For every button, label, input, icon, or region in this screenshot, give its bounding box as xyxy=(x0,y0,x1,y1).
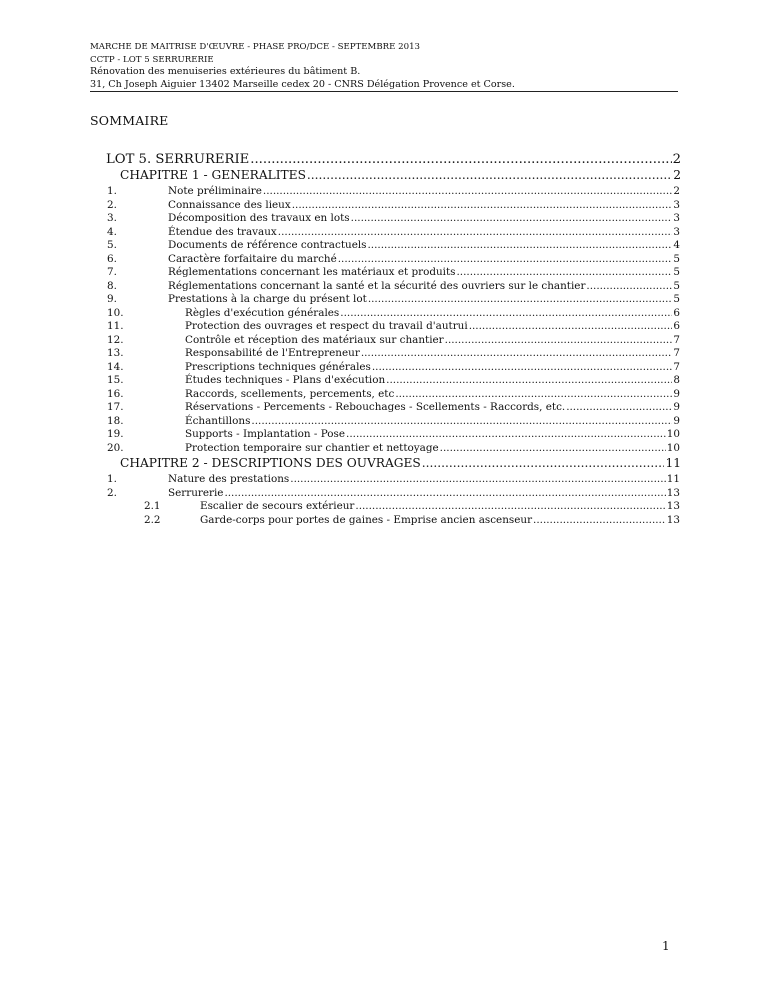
toc-item-number: 4. xyxy=(107,225,117,238)
document-header xyxy=(90,41,678,91)
toc-item-title: Serrurerie xyxy=(168,486,224,499)
toc-item-title: Nature des prestations xyxy=(168,473,290,485)
toc-item-title: Connaissance des lieux xyxy=(168,198,291,211)
toc-item[interactable] xyxy=(107,441,680,454)
toc-item-number: 15. xyxy=(107,374,124,386)
toc-leader xyxy=(351,212,673,224)
header-rule xyxy=(90,91,678,92)
toc-item-number: 20. xyxy=(107,441,124,454)
toc-item-title: Supports - Implantation - Pose xyxy=(185,428,346,440)
toc-item[interactable] xyxy=(107,401,680,413)
toc-item-page: 13 xyxy=(666,500,680,512)
toc-item-title: Études techniques - Plans d'exécution xyxy=(185,374,386,386)
toc-item[interactable] xyxy=(107,473,680,485)
toc-item-number: 17. xyxy=(107,401,124,413)
toc-item-page: 10 xyxy=(666,428,680,440)
toc-item-title: Règles d'exécution générales xyxy=(185,306,340,319)
toc-item-page: 13 xyxy=(666,486,680,499)
toc-item[interactable] xyxy=(107,414,680,427)
toc-item-number: 13. xyxy=(107,347,124,359)
toc-leader xyxy=(278,226,673,238)
toc-entry-chapitre-1[interactable] xyxy=(120,168,681,182)
toc-item-number: 1. xyxy=(107,185,117,197)
toc-item-title: Réservations - Percements - Rebouchages - Scellements - Raccords, etc. xyxy=(185,401,566,413)
toc-item-title: Réglementations concernant les matériaux et produits xyxy=(168,266,456,278)
toc-item[interactable] xyxy=(107,486,680,499)
toc-item-number: 3. xyxy=(107,212,117,224)
header-line-3: Rénovation des menuiseries extérieures du bâtiment B. xyxy=(90,66,361,78)
toc-item[interactable] xyxy=(107,198,680,211)
toc-leader xyxy=(386,374,672,386)
toc-item-title: Prescriptions techniques générales xyxy=(185,360,371,373)
toc-item-title: Raccords, scellements, percements, etc xyxy=(185,387,395,400)
toc-item[interactable] xyxy=(107,333,680,346)
header-line-4: 31, Ch Joseph Aiguier 13402 Marseille cedex 20 - CNRS Délégation Provence et Corse. xyxy=(90,78,515,90)
toc-item-title: Étendue des travaux xyxy=(168,225,277,238)
toc-item-number: 6. xyxy=(107,252,117,265)
toc-leader xyxy=(346,428,666,440)
toc-item-title: Note préliminaire xyxy=(168,185,262,197)
toc-leader xyxy=(368,293,673,305)
toc-entry-page: 11 xyxy=(665,456,681,470)
toc-entry-title: CHAPITRE 1 - GENERALITES xyxy=(120,168,306,182)
toc-item-number: 19. xyxy=(107,428,124,440)
toc-item-number: 5. xyxy=(107,239,117,251)
toc-item-page: 7 xyxy=(673,360,680,373)
toc-item-page: 6 xyxy=(673,320,680,332)
toc-item-title: Prestations à la charge du présent lot xyxy=(168,293,367,305)
toc-item-number: 2. xyxy=(107,198,117,211)
toc-item[interactable] xyxy=(107,212,680,224)
toc-item-page: 10 xyxy=(666,441,680,454)
toc-item[interactable] xyxy=(107,279,680,292)
toc-item-number: 8. xyxy=(107,279,117,292)
toc-entry-chapitre-2[interactable] xyxy=(120,456,681,470)
toc-item-title: Protection temporaire sur chantier et nettoyage xyxy=(185,441,439,454)
toc-item-page: 5 xyxy=(673,252,680,265)
toc-leader xyxy=(361,347,673,359)
toc-item-title: Décomposition des travaux en lots xyxy=(168,212,350,224)
header-line-2: CCTP - LOT 5 SERRURERIE xyxy=(90,54,214,65)
toc-subitem[interactable] xyxy=(144,500,680,512)
toc-leader xyxy=(440,442,666,454)
toc-item-number: 1. xyxy=(107,473,117,485)
toc-leader xyxy=(533,514,666,526)
toc-item-number: 7. xyxy=(107,266,117,278)
toc-leader xyxy=(340,307,672,319)
toc-item-title: Documents de référence contractuels xyxy=(168,239,367,251)
toc-entry-title: CHAPITRE 2 - DESCRIPTIONS DES OUVRAGES xyxy=(120,456,421,470)
toc-item-number: 2. xyxy=(107,486,117,499)
toc-leader xyxy=(469,320,673,332)
toc-leader xyxy=(457,266,673,278)
toc-leader xyxy=(372,361,673,373)
toc-item-title: Réglementations concernant la santé et la sécurité des ouvriers sur le chantier xyxy=(168,279,586,292)
toc-leader xyxy=(251,415,672,427)
toc-leader xyxy=(445,334,673,346)
toc-leader xyxy=(292,199,673,211)
toc-item-title: Garde-corps pour portes de gaines - Emprise ancien ascenseur xyxy=(200,513,533,526)
toc-item-title: Protection des ouvrages et respect du travail d'autrui xyxy=(185,320,468,332)
toc-item-page: 9 xyxy=(673,401,680,413)
toc-item[interactable] xyxy=(107,225,680,238)
toc-entry-page: 2 xyxy=(673,168,681,182)
toc-item-page: 5 xyxy=(673,293,680,305)
toc-item[interactable] xyxy=(107,185,680,197)
toc-item-number: 2.1 xyxy=(144,500,161,512)
toc-leader xyxy=(338,253,673,265)
toc-item[interactable] xyxy=(107,360,680,373)
toc-item[interactable] xyxy=(107,266,680,278)
toc-leader xyxy=(290,473,666,485)
toc-item-page: 3 xyxy=(673,198,680,211)
toc-subitem[interactable] xyxy=(144,513,680,526)
toc-leader xyxy=(263,185,672,197)
toc-item-number: 9. xyxy=(107,293,117,305)
toc-item-page: 4 xyxy=(673,239,680,251)
toc-item[interactable] xyxy=(107,347,680,359)
toc-item[interactable] xyxy=(107,374,680,386)
toc-item-number: 18. xyxy=(107,414,124,427)
toc-item-number: 16. xyxy=(107,387,124,400)
toc-item[interactable] xyxy=(107,293,680,305)
toc-leader xyxy=(307,168,672,182)
toc-item-page: 8 xyxy=(673,374,680,386)
toc-item-page: 2 xyxy=(673,185,680,197)
toc-leader xyxy=(250,152,671,167)
toc-leader xyxy=(224,487,665,499)
toc-entry-title: LOT 5. SERRURERIE xyxy=(106,152,250,167)
toc-item-number: 11. xyxy=(107,320,124,332)
sommaire-heading: SOMMAIRE xyxy=(90,113,169,128)
toc-leader xyxy=(368,239,673,251)
toc-item-title: Échantillons xyxy=(185,414,251,427)
page-number: 1 xyxy=(662,939,670,953)
toc-leader xyxy=(566,401,672,413)
toc-entry-lot[interactable] xyxy=(106,152,681,167)
toc-item-number: 14. xyxy=(107,360,124,373)
toc-item-page: 9 xyxy=(673,387,680,400)
toc-item-page: 5 xyxy=(673,266,680,278)
toc-item-page: 13 xyxy=(666,513,680,526)
toc-item[interactable] xyxy=(107,239,680,251)
toc-leader xyxy=(395,388,672,400)
toc-item-title: Caractère forfaitaire du marché xyxy=(168,252,337,265)
toc-item-page: 3 xyxy=(673,212,680,224)
toc-item-page: 9 xyxy=(673,414,680,427)
toc-leader xyxy=(355,500,665,512)
header-line-1: MARCHE DE MAITRISE D'ŒUVRE - PHASE PRO/DCE - SEPTEMBRE 2013 xyxy=(90,42,421,52)
toc-item-number: 2.2 xyxy=(144,513,161,526)
toc-item[interactable] xyxy=(107,387,680,400)
toc-entry-page: 2 xyxy=(672,152,681,167)
toc-item-title: Contrôle et réception des matériaux sur chantier xyxy=(185,333,444,346)
toc-item[interactable] xyxy=(107,252,680,265)
toc-item[interactable] xyxy=(107,306,680,319)
toc-item-page: 7 xyxy=(673,333,680,346)
toc-item-page: 11 xyxy=(666,473,680,485)
toc-item-page: 6 xyxy=(673,306,680,319)
toc-item[interactable] xyxy=(107,428,680,440)
toc-leader xyxy=(422,456,665,470)
toc-item-page: 5 xyxy=(673,279,680,292)
toc-item[interactable] xyxy=(107,320,680,332)
toc-item-number: 10. xyxy=(107,306,124,319)
toc-leader xyxy=(586,280,672,292)
toc-item-page: 3 xyxy=(673,225,680,238)
toc-item-number: 12. xyxy=(107,333,124,346)
toc-item-title: Escalier de secours extérieur xyxy=(200,500,355,512)
toc-item-title: Responsabilité de l'Entrepreneur xyxy=(185,347,360,359)
toc-item-page: 7 xyxy=(673,347,680,359)
